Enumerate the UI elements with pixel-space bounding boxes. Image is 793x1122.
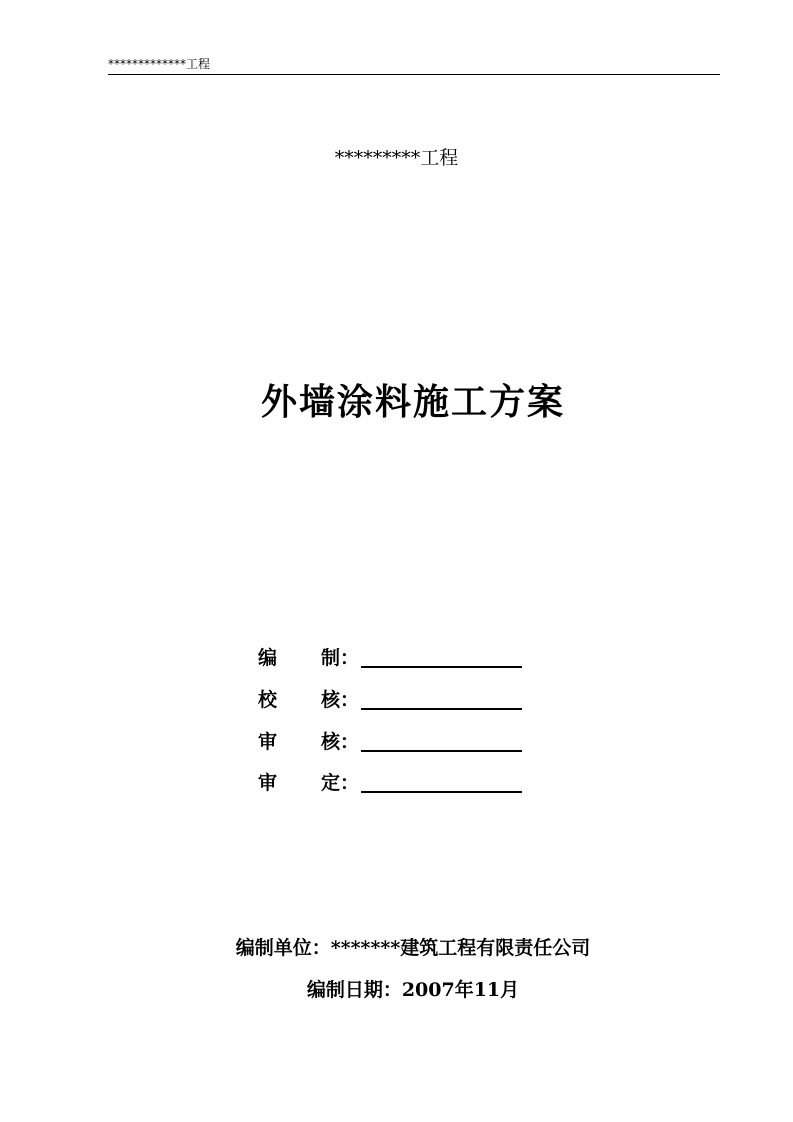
sign-label-first-char: 审 bbox=[258, 731, 278, 753]
sign-label-first-char: 校 bbox=[258, 689, 278, 711]
project-title: *********工程 bbox=[334, 147, 459, 169]
sign-row-approve bbox=[258, 770, 528, 796]
sign-label-second-char: 制： bbox=[321, 647, 360, 669]
signature-line bbox=[361, 791, 522, 793]
signature-line bbox=[361, 750, 522, 752]
sign-label-second-char: 核： bbox=[321, 731, 360, 753]
sign-row-proofread bbox=[258, 687, 528, 713]
compiling-date: 编制日期：2007年11月 bbox=[306, 979, 520, 1001]
sign-label-second-char: 定： bbox=[321, 772, 360, 794]
sign-row-review bbox=[258, 729, 528, 755]
header-rule bbox=[108, 74, 720, 75]
sign-label-first-char: 编 bbox=[258, 647, 278, 669]
sign-row-compile bbox=[258, 645, 528, 671]
document-title: 外墙涂料施工方案 bbox=[260, 381, 565, 423]
compiling-unit: 编制单位：*******建筑工程有限责任公司 bbox=[235, 937, 591, 959]
sign-label-second-char: 核： bbox=[321, 689, 360, 711]
sign-label-first-char: 审 bbox=[258, 772, 278, 794]
signature-line bbox=[361, 708, 522, 710]
page-header: *************工程 bbox=[108, 57, 211, 71]
signature-line bbox=[361, 666, 522, 668]
